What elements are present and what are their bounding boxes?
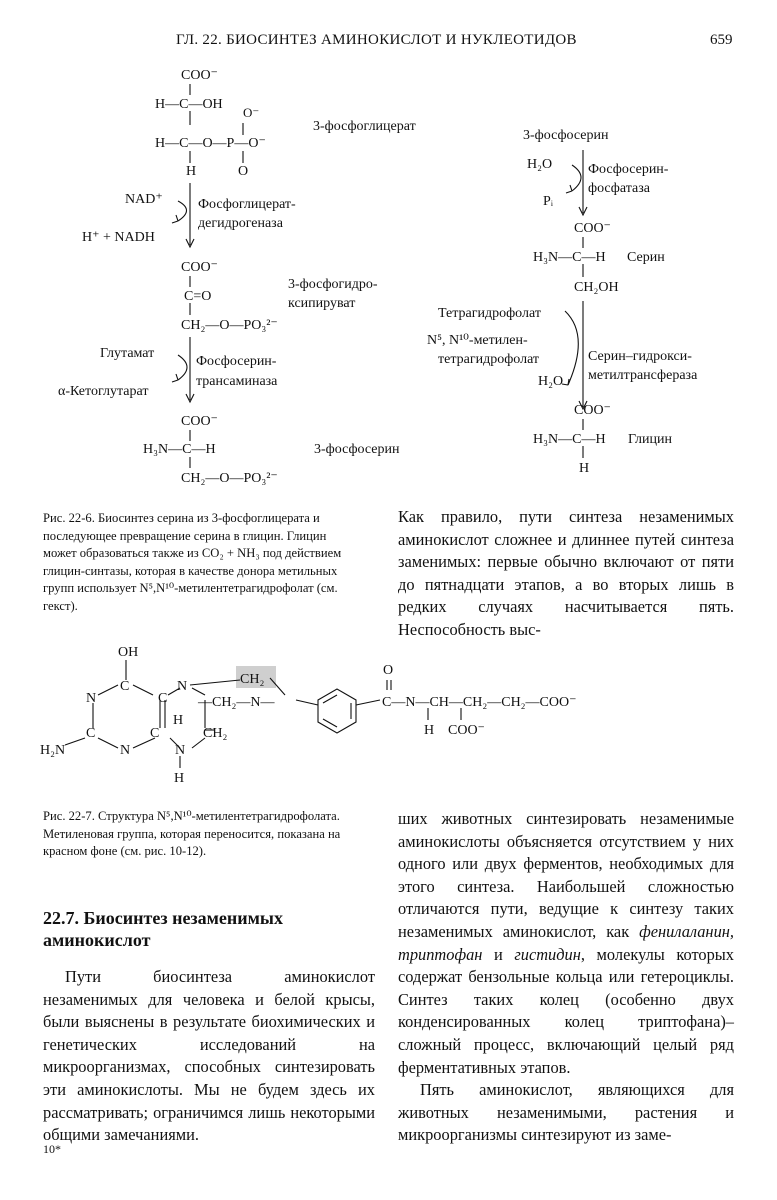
- c3-line3: CH₂—O—PO₃²⁻: [181, 471, 278, 486]
- right-mid-3: , молекулы которых содержат бензольные кольца или гетероциклы. Синтез таких колец (особенно двух конденсированных колец триптофана)–сложный процесс, включающий целый ряд ферментативных этапов.: [398, 944, 734, 1077]
- c-top: C: [120, 679, 130, 694]
- pg-line4: H: [186, 164, 197, 179]
- mthf-l2: тетрагидрофолат: [438, 352, 540, 367]
- h-bot: H: [174, 771, 185, 786]
- h-mid: H: [173, 713, 184, 728]
- svg-text:COO⁻: COO⁻: [181, 68, 218, 83]
- water: H₂O: [527, 157, 553, 172]
- chapter-title: ГЛ. 22. БИОСИНТЕЗ АМИНОКИСЛОТ И НУКЛЕОТИДОВ: [176, 32, 577, 48]
- gly-line1: COO⁻: [574, 403, 611, 418]
- enzyme3-l2: фосфатаза: [588, 181, 650, 196]
- n-bot: N: [120, 743, 131, 758]
- right-mid-italic-1: фенилаланин, триптофан: [398, 921, 734, 964]
- page-number: 659: [710, 32, 733, 48]
- compound2-name-1: 3-фосфогидро-: [288, 277, 378, 292]
- enzyme4-l1: Серин–гидрокси-: [588, 349, 692, 364]
- right-mid-2: и: [482, 944, 515, 964]
- enzyme1-l1: Фосфоглицерат-: [198, 197, 296, 212]
- enzyme2-l2: трансаминаза: [196, 374, 278, 389]
- compound2-name-2: ксипируват: [288, 296, 356, 311]
- paragraph-left-bottom: [43, 966, 375, 1147]
- start-name: 3-фосфосерин: [523, 128, 609, 143]
- mthf-l1: N⁵, N¹⁰-метилен-: [427, 333, 528, 348]
- ch2-ring: CH₂: [203, 726, 228, 741]
- right-mid-1: ших животных синтезировать незаменимые аминокислоты объясняется отсутствием у них одного или двух ферментов, необходимых для этого синтеза. Наибольшей сложностью отличаются пути, ведущие к синтезу таких незаменимых аминокислот, как: [398, 809, 734, 941]
- n-top: N: [177, 679, 188, 694]
- ser-line2: H₃N—C—H: [533, 250, 606, 265]
- n-left: N: [86, 691, 97, 706]
- c-bot2: C: [150, 726, 160, 741]
- c-bot: C: [86, 726, 96, 741]
- pg-line3: H—C—O—P—O⁻: [155, 136, 266, 151]
- oh: OH: [118, 645, 139, 660]
- water2: H₂O: [538, 374, 564, 389]
- enzyme1-l2: дегидрогеназа: [198, 216, 283, 231]
- caption-22-6: Рис. 22-6. Биосинтез серина из 3-фосфоглицерата и последующее превращение серина в глицин. Глицин может образоваться также из CO₂ + NH₃ под действием глицин-синтазы, которая в качестве донора метильных групп использует N⁵,N¹⁰-метилентетрагидрофолат (см. гекст).: [43, 511, 342, 613]
- c2-line1: COO⁻: [181, 260, 218, 275]
- enzyme2-l1: Фосфосерин-: [196, 354, 277, 369]
- gly-line2: H₃N—C—H: [533, 432, 606, 447]
- thf: Тетрагидрофолат: [438, 306, 541, 321]
- enzyme4-l2: метилтрансфераза: [588, 368, 698, 383]
- figure-22-6: [0, 55, 777, 495]
- serine-name: Серин: [627, 250, 665, 265]
- gly-line3: H: [579, 461, 590, 476]
- pg-line2: H—C—OH: [155, 97, 223, 112]
- c2-line3: CH₂—O—PO₃²⁻: [181, 318, 278, 333]
- carbonyl-o: O: [383, 663, 394, 678]
- paragraph-right-top: Как правило, пути синтеза незаменимых аминокислот сложнее и длиннее путей синтеза заменимых: первые обычно включают от пяти до пятнадцати этапов, а во вторых лишь в редких случаях насчитывается пять. Неспособность выс-: [398, 507, 734, 639]
- caption-22-7: Рис. 22-7. Структура N⁵,N¹⁰-метилентетрагидрофолата. Метиленовая группа, которая переносится, показана на красном фоне (см. рис. 10-12).: [43, 809, 341, 858]
- glycine-name: Глицин: [628, 432, 672, 447]
- paragraph-right-mid: [398, 808, 734, 1147]
- ketoglutarate: α-Кетоглутарат: [58, 384, 149, 399]
- c2-line2: C=O: [184, 289, 212, 304]
- right-mid-italic-2: гистидин: [514, 944, 581, 964]
- nh: H: [424, 723, 435, 738]
- ch2-highlight: CH₂: [240, 672, 265, 687]
- compound3-name: 3-фосфосерин: [314, 442, 400, 457]
- svg-text:O⁻: O⁻: [243, 105, 260, 120]
- footer-mark: 10*: [43, 1142, 61, 1156]
- c3-line2: H₃N—C—H: [143, 442, 216, 457]
- ch2-link: —CH₂—N—: [198, 695, 275, 710]
- pi: Pᵢ: [543, 194, 554, 209]
- c-top2: C: [158, 691, 168, 706]
- enzyme3-l1: Фосфосерин-: [588, 162, 669, 177]
- nad: NAD⁺: [125, 192, 163, 207]
- svg-text:O: O: [238, 164, 249, 179]
- section-heading: 22.7. Биосинтез незаменимых аминокислот: [43, 908, 283, 950]
- running-header: [0, 30, 777, 54]
- ser-line1: COO⁻: [574, 221, 611, 236]
- chain: C—N—CH—CH₂—CH₂—COO⁻: [382, 695, 577, 710]
- c3-line1: COO⁻: [181, 414, 218, 429]
- n-bot2: N: [175, 743, 186, 758]
- paragraph-right-bottom: Пять аминокислот, являющихся для животных незаменимыми, растения и микроорганизмы синтезируют из заме-: [398, 1080, 734, 1145]
- compound1-name: 3-фосфоглицерат: [313, 119, 416, 134]
- paragraph-left-text: Пути биосинтеза аминокислот незаменимых для человека и белой крысы, были выяснены в результате биохимических и генетических исследований на микроорганизмах, способных синтезировать эти аминокислоты. Мы не будем здесь их рассматривать; ограничимся лишь некоторыми общими замечаниями.: [43, 967, 375, 1145]
- ser-line3: CH₂OH: [574, 280, 619, 295]
- nadh: H⁺ + NADH: [82, 230, 155, 245]
- figure-22-7: [0, 640, 777, 790]
- coo: COO⁻: [448, 723, 485, 738]
- glutamate: Глутамат: [100, 346, 155, 361]
- h2n: H₂N: [40, 743, 66, 758]
